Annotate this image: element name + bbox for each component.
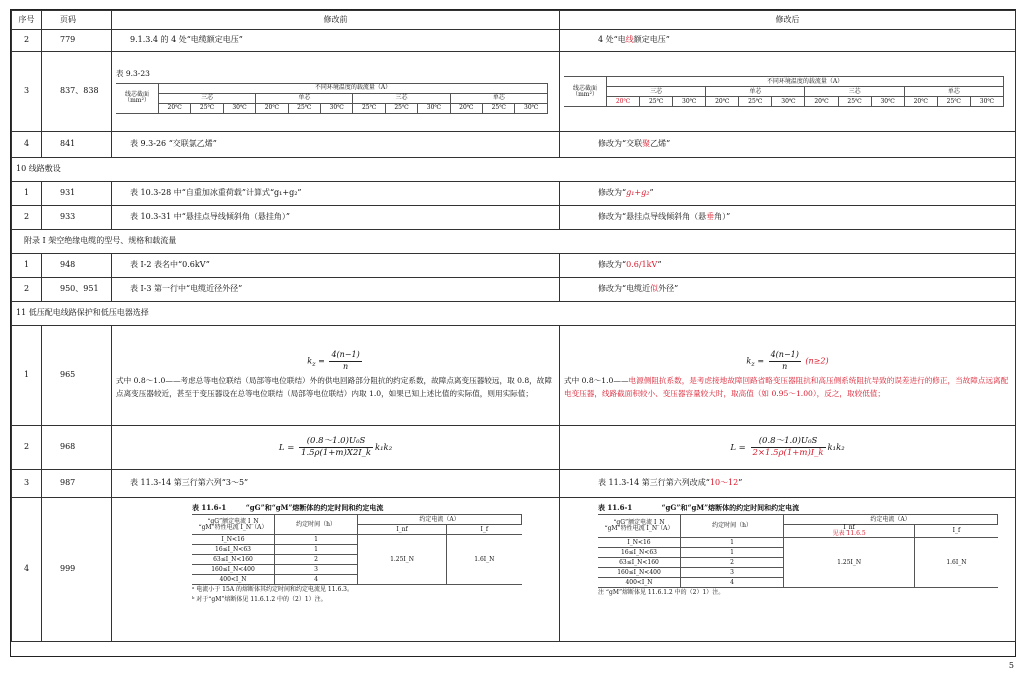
ampacity-table-after — [564, 76, 1004, 107]
table-note: 注 “gM”熔断体见 11.6.1.2 中的（2）1）注。 — [598, 589, 725, 597]
temp-cell: 25℃ — [191, 103, 223, 113]
after-text: 额定电压” — [633, 35, 670, 45]
row-seq: 2 — [12, 30, 42, 52]
after-red-text: 线 — [625, 35, 634, 45]
kz-formula: $k_z$ = $\frac{4(n-1)}{n}$ (n≥2) — [746, 349, 829, 371]
temp-cell: 20℃ — [904, 97, 937, 107]
temp-cell: 30℃ — [673, 97, 706, 107]
table-row — [12, 254, 1016, 278]
row-before — [112, 498, 560, 642]
temp-cell: 30℃ — [418, 103, 450, 113]
temp-cell: 25℃ — [739, 97, 772, 107]
section-heading: 10 线路敷设 — [12, 158, 1016, 182]
header-after: 修改后 — [560, 11, 1016, 30]
temp-cell: 30℃ — [223, 103, 255, 113]
table-note: ᵃ 电流小于 15A 的熔断体其约定时间和约定电流见 11.6.3。 — [192, 586, 353, 594]
row-page: 933 — [42, 206, 112, 230]
row-before — [112, 426, 560, 470]
table-row — [12, 498, 1016, 642]
row-before: 表 I-2 表名中“0.6kV” — [112, 254, 560, 278]
after-text: 4 处“电 — [598, 35, 626, 45]
row-seq: 2 — [12, 206, 42, 230]
errata-table-frame — [10, 9, 1016, 657]
temp-cell: 20℃ — [450, 103, 482, 113]
table-row — [12, 132, 1016, 158]
table-header — [12, 11, 1016, 30]
page-number: 5 — [1008, 661, 1014, 670]
table-row — [12, 470, 1016, 498]
row-seq: 2 — [12, 426, 42, 470]
group-header: 不同环境温度的载流量（A） — [159, 83, 548, 93]
row-page: 999 — [42, 498, 112, 642]
section-heading: 附录 I 架空绝缘电缆的型号、规格和载流量 — [12, 230, 1016, 254]
temp-cell: 20℃ — [805, 97, 838, 107]
kz-formula: $k_z$ = $\frac{4(n-1)}{n}$ — [307, 349, 360, 371]
definition-text: 式中 0.8～1.0——考虑总等电位联结（局部等电位联结）外的供电回路部分阻抗的约定系数，故障点离变压器较远，取 0.8，故障点离变压器较近，甚至于变压器设在总等电位联结（局部等电位联结）内取 1.0，如果已知上述比值的实际值，则用实际值； — [116, 376, 552, 399]
table-row — [12, 206, 1016, 230]
row-seq: 4 — [12, 498, 42, 642]
temp-cell: 30℃ — [515, 103, 548, 113]
row-after — [560, 30, 1016, 52]
table-row — [12, 182, 1016, 206]
row-before: 表 9.3-26 “交联氯乙烯” — [112, 132, 560, 158]
group-header: 不同环境温度的载流量（A） — [607, 77, 1004, 87]
core-header: 三芯 — [607, 87, 706, 97]
core-header: 三芯 — [159, 93, 256, 103]
row-before: 表 10.3-28 中“自重加冰重荷载”计算式“g₁+g₂” — [112, 182, 560, 206]
temp-cell-changed: 20℃ — [607, 97, 640, 107]
row-page: 950、951 — [42, 278, 112, 302]
temp-cell: 25℃ — [483, 103, 515, 113]
header-page: 页码 — [42, 11, 112, 30]
ampacity-table-before — [116, 83, 548, 114]
row-after: 修改为“电缆近似外径” — [560, 278, 1016, 302]
row-page: 841 — [42, 132, 112, 158]
row-after: 修改为“0.6/1kV” — [560, 254, 1016, 278]
before-table-title: 表 9.3-23 — [116, 69, 150, 79]
row-page: 931 — [42, 182, 112, 206]
temp-cell: 25℃ — [937, 97, 970, 107]
definition-text: 式中 0.8～1.0——电源侧阻抗系数，是考虑接地故障回路省略变压器阻抗和高压侧系统阻抗导致的误差进行的修正，当故障点远离配电变压器，线路截面积较小、变压器容量较大时，取高值（如 0.95～1.00），反之，取较低值； — [564, 376, 1009, 399]
temp-cell: 20℃ — [159, 103, 191, 113]
fuse-table-before: “gG”额定电流 I_N “gM”特性电流 I_N（A） 约定时间（h） 约定电流（A） I_nf I_f I_N<16 1 1.25I_N 1.6I_N 16≤I_N<63 1 63≤I_N<160 2 160≤I_N<400 3 400<I_N 4 — [192, 514, 522, 585]
row-seq: 1 — [12, 182, 42, 206]
header-seq: 序号 — [12, 11, 42, 30]
row-page: 987 — [42, 470, 112, 498]
fuse-table-after: “gG”额定电流 I_N “gM”特性电流 I_N（A） 约定时间（h） 约定电流（A） I_nf 见表 11.6.5 I_f I_N<16 1 1.25I_N 1.6I_N 16≤I_N<63 1 63≤I_N<160 2 160≤I_N<400 3 400<I_N 4 — [598, 514, 998, 588]
temp-cell: 30℃ — [871, 97, 904, 107]
header-before: 修改前 — [112, 11, 560, 30]
row-page: 965 — [42, 326, 112, 426]
section-heading: 11 低压配电线路保护和低压电器选择 — [12, 302, 1016, 326]
table-row — [12, 278, 1016, 302]
row-page: 948 — [42, 254, 112, 278]
core-header: 单芯 — [256, 93, 353, 103]
row-seq: 2 — [12, 278, 42, 302]
table-row — [12, 326, 1016, 426]
row-seq: 1 — [12, 326, 42, 426]
table-note: ᵇ 对于“gM”熔断体见 11.6.1.2 中的（2）1）注。 — [192, 596, 327, 604]
length-formula: L = $\frac{\text{(0.8～1.0)U₀S}}{2\times 1.5\rho(1+m)I\_k}$ k₁k₂ — [730, 435, 845, 458]
section-row — [12, 302, 1016, 326]
row-after — [560, 52, 1016, 132]
section-label: 线芯截面 （mm²） — [564, 77, 607, 107]
section-row — [12, 158, 1016, 182]
temp-cell: 25℃ — [353, 103, 385, 113]
temp-cell: 25℃ — [385, 103, 417, 113]
row-after: 修改为“悬挂点导线倾斜角（悬垂角）” — [560, 206, 1016, 230]
row-seq: 1 — [12, 254, 42, 278]
temp-cell: 20℃ — [256, 103, 288, 113]
row-page: 968 — [42, 426, 112, 470]
row-before: 表 I-3 第一行中“电缆近径外径” — [112, 278, 560, 302]
row-before: 9.1.3.4 的 4 处“电缆额定电压” — [112, 30, 560, 52]
temp-cell: 30℃ — [321, 103, 353, 113]
core-header: 单芯 — [904, 87, 1003, 97]
temp-cell: 25℃ — [640, 97, 673, 107]
fuse-table-title: 表 11.6-1 “gG”和“gM”熔断体的约定时间和约定电流 — [192, 503, 384, 512]
length-formula: L = $\frac{\text{(0.8～1.0)U₀S}}{1.5\rho(1+m)X2I\_k}$ k₁k₂ — [278, 435, 393, 458]
section-label: 线芯截面 （mm²） — [116, 83, 159, 113]
temp-cell: 20℃ — [706, 97, 739, 107]
temp-cell: 25℃ — [288, 103, 320, 113]
temp-cell: 30℃ — [772, 97, 805, 107]
errata-table — [11, 10, 1016, 642]
table-row — [12, 52, 1016, 132]
row-after — [560, 426, 1016, 470]
section-row — [12, 230, 1016, 254]
row-after — [560, 498, 1016, 642]
row-after: 表 11.3-14 第三行第六列改成“10～12” — [560, 470, 1016, 498]
temp-cell: 30℃ — [970, 97, 1003, 107]
row-before: 表 10.3-31 中“悬挂点导线倾斜角（悬挂角）” — [112, 206, 560, 230]
row-before: 表 11.3-14 第三行第六列“3～5” — [112, 470, 560, 498]
row-before — [112, 52, 560, 132]
row-page: 779 — [42, 30, 112, 52]
table-row — [12, 426, 1016, 470]
row-after — [560, 326, 1016, 426]
core-header: 三芯 — [805, 87, 904, 97]
row-after: 修改为“交联聚乙烯” — [560, 132, 1016, 158]
core-header: 三芯 — [353, 93, 450, 103]
row-before — [112, 326, 560, 426]
temp-cell: 25℃ — [838, 97, 871, 107]
row-seq: 3 — [12, 470, 42, 498]
core-header: 单芯 — [706, 87, 805, 97]
table-row — [12, 30, 1016, 52]
core-header: 单芯 — [450, 93, 547, 103]
row-seq: 3 — [12, 52, 42, 132]
row-seq: 4 — [12, 132, 42, 158]
fuse-table-title: 表 11.6-1 “gG”和“gM”熔断体的约定时间和约定电流 — [598, 503, 800, 512]
row-after: 修改为“g₁+g₂” — [560, 182, 1016, 206]
row-page: 837、838 — [42, 52, 112, 132]
